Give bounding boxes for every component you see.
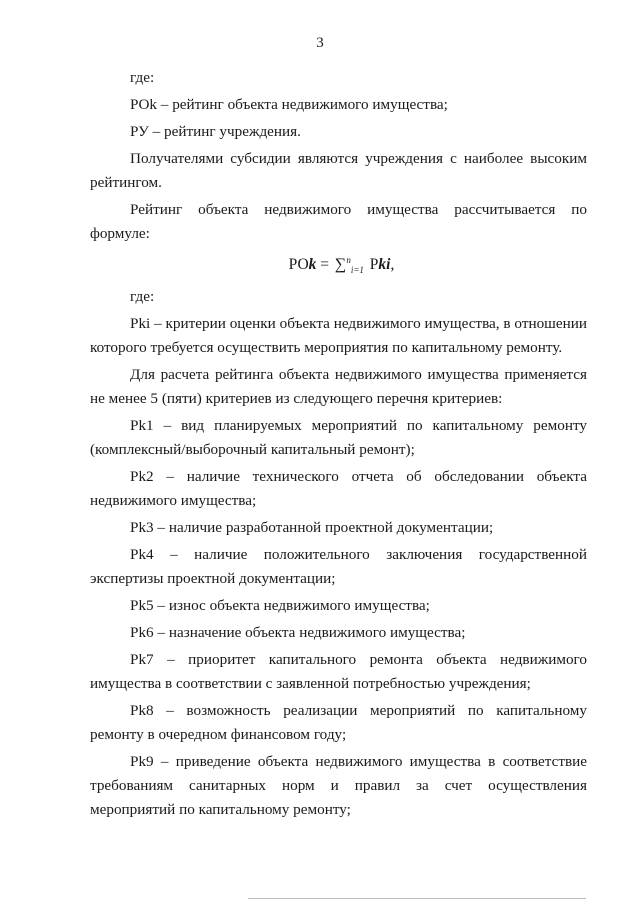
paragraph-where-2: где: [130,288,155,305]
formula-lhs-prefix: РО [288,256,309,273]
paragraph-criteria-intro: Для расчета рейтинга объекта недвижимого имущества применяется не менее 5 (пяти) критериев из следующего перечня критериев: [90,366,587,407]
rating-formula [90,252,587,278]
document-body [90,66,587,825]
sum-upper-limit: n [346,254,351,265]
criterion-pk4: Рk4 – наличие положительного заключения государственной экспертизы проектной документации; [90,546,587,587]
sum-lower-limit: i=1 [350,265,364,276]
formula-tail: , [390,256,395,273]
formula-sum [335,252,364,278]
criterion-pk3: Рk3 – наличие разработанной проектной документации; [130,519,494,536]
criterion-pk1: Рk1 – вид планируемых мероприятий по капитальному ремонту (комплексный/выборочный капитальный ремонт); [90,417,587,458]
paragraph-rating-formula-intro: Рейтинг объекта недвижимого имущества рассчитывается по формуле: [90,201,587,242]
scan-edge-line [248,898,586,899]
paragraph-pok-definition: POk – рейтинг объекта недвижимого имущества; [130,96,448,113]
sum-symbol: ∑ [334,256,347,273]
paragraph-ru-definition: РУ – рейтинг учреждения. [130,123,301,140]
formula-equals: = [320,256,330,273]
paragraph-recipients: Получателями субсидии являются учреждения с наиболее высоким рейтингом. [90,150,587,191]
formula-term-prefix: Р [369,256,379,273]
paragraph-pki-definition: Pki – критерии оценки объекта недвижимого имущества, в отношении которого требуется осуществить мероприятия по капитальному ремонту. [90,315,587,356]
formula-term-var: ki [378,256,391,273]
criterion-pk2: Рk2 – наличие технического отчета об обследовании объекта недвижимого имущества; [90,468,587,509]
page-number: 3 [316,35,324,51]
criterion-pk7: Рk7 – приоритет капитального ремонта объекта недвижимого имущества в соответствии с заявленной потребностью учреждения; [90,651,587,692]
criterion-pk5: Рk5 – износ объекта недвижимого имущества; [130,597,430,614]
criterion-pk9: Рk9 – приведение объекта недвижимого имущества в соответствие требованиям санитарных норм и правил за счет осуществления мероприятий по капитальному ремонту; [90,753,587,818]
paragraph-where: где: [130,69,155,86]
formula-lhs-var: k [308,256,317,273]
criterion-pk8: Рk8 – возможность реализации мероприятий по капитальному ремонту в очередном финансовом году; [90,702,587,743]
criterion-pk6: Рk6 – назначение объекта недвижимого имущества; [130,624,466,641]
